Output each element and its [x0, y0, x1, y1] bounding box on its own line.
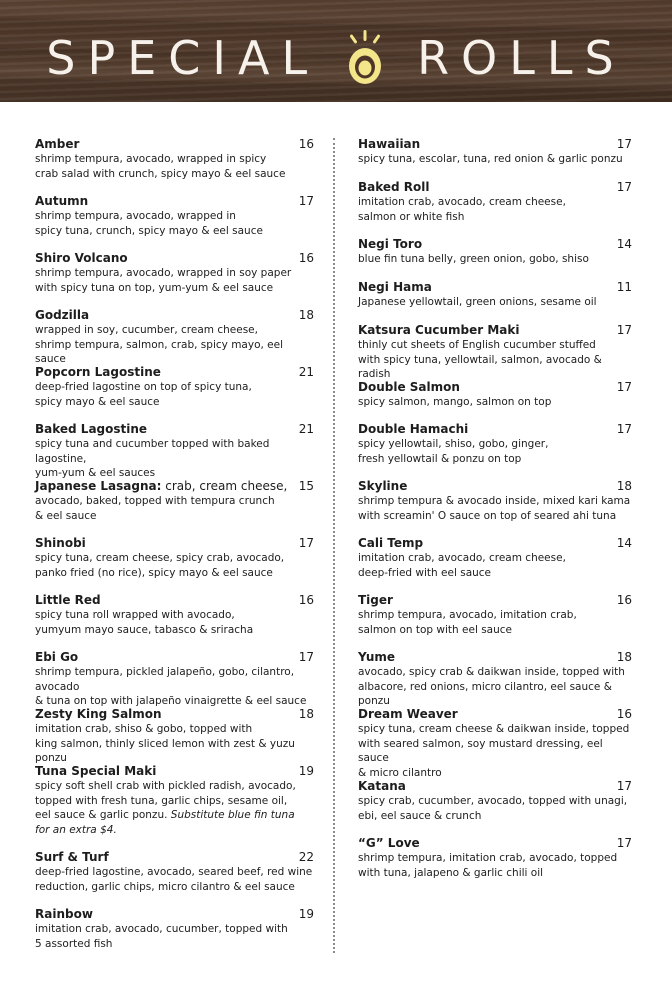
menu-item	[35, 707, 314, 766]
item-description: avocado, spicy crab & daikwan inside, topped with albacore, red onions, micro cilantro, eel sauce & ponzu	[358, 666, 625, 707]
item-description: spicy tuna and cucumber topped with baked lagostine, yum-yum & eel sauces	[35, 438, 270, 479]
item-description: shrimp tempura, avocado, imitation crab, salmon on top with eel sauce	[358, 609, 577, 636]
item-description: Japanese yellowtail, green onions, sesame oil	[358, 296, 597, 308]
item-name: Negi Toro	[358, 237, 423, 251]
menu-item	[35, 137, 314, 181]
menu-item	[358, 280, 632, 310]
menu-item	[358, 380, 632, 410]
item-name: Tuna Special Maki	[35, 764, 157, 778]
item-name: Ebi Go	[35, 650, 79, 664]
menu-item	[35, 308, 314, 367]
item-name: Baked Lagostine	[35, 422, 148, 436]
item-description: imitation crab, avocado, cream cheese, salmon or white fish	[358, 196, 566, 223]
item-description: spicy tuna roll wrapped with avocado, yumyum mayo sauce, tabasco & sriracha	[35, 609, 254, 636]
item-price: 17	[298, 536, 314, 550]
item-description: wrapped in soy, cucumber, cream cheese, shrimp tempura, salmon, crab, spicy mayo, eel sauce	[35, 324, 284, 365]
item-description: deep-fried lagostine on top of spicy tuna, spicy mayo & eel sauce	[35, 381, 252, 408]
item-description: shrimp tempura, avocado, wrapped in soy paper with spicy tuna on top, yum-yum & eel sauce	[35, 267, 292, 294]
menu-item	[358, 479, 632, 523]
item-note: Substitute blue fin tuna	[170, 809, 295, 821]
item-name: Surf & Turf	[35, 850, 109, 864]
item-price: 17	[298, 194, 314, 208]
sushi-roll-icon	[347, 28, 383, 88]
menu-item	[35, 764, 314, 837]
item-description: imitation crab, shiso & gobo, topped with king salmon, thinly sliced lemon with zest & yuzu ponzu	[35, 723, 295, 764]
item-price: 21	[298, 422, 314, 436]
item-name: Amber	[35, 137, 80, 151]
menu-item	[358, 707, 632, 780]
item-description: shrimp tempura, pickled jalapeño, gobo, cilantro, avocado & tuna on top with jalapeño vinaigrette & eel sauce	[35, 666, 307, 707]
item-note: for an extra $4.	[35, 823, 117, 836]
item-price: 16	[298, 251, 314, 265]
item-price: 17	[616, 779, 632, 793]
menu-item	[358, 536, 632, 580]
item-description: imitation crab, avocado, cucumber, topped with 5 assorted fish	[35, 923, 288, 950]
item-name: Rainbow	[35, 907, 93, 921]
item-name: Double Salmon	[358, 380, 460, 394]
item-price: 17	[616, 836, 632, 850]
menu-item	[358, 323, 632, 382]
item-price: 14	[616, 237, 632, 251]
item-name: “G” Love	[358, 836, 420, 850]
item-description: spicy salmon, mango, salmon on top	[358, 396, 552, 408]
wood-header-banner	[0, 0, 672, 102]
item-price: 11	[616, 280, 632, 294]
menu-item	[35, 907, 314, 951]
item-name: Cali Temp	[358, 536, 424, 550]
item-price: 22	[298, 850, 314, 864]
menu-item	[358, 137, 632, 167]
item-description: spicy tuna, cream cheese, spicy crab, avocado, panko fried (no rice), spicy mayo & eel sauce	[35, 552, 285, 579]
item-description: blue fin tuna belly, green onion, gobo, shiso	[358, 253, 589, 265]
item-price: 16	[616, 593, 632, 607]
item-price: 17	[616, 380, 632, 394]
item-description: spicy crab, cucumber, avocado, topped with unagi, ebi, eel sauce & crunch	[358, 795, 628, 822]
item-price: 18	[616, 650, 632, 664]
item-description: imitation crab, avocado, cream cheese, deep-fried with eel sauce	[358, 552, 566, 579]
menu-item	[358, 836, 632, 880]
item-description: shrimp tempura, imitation crab, avocado, topped with tuna, jalapeno & garlic chili oil	[358, 852, 618, 879]
item-name: Negi Hama	[358, 280, 432, 294]
menu-item	[358, 237, 632, 267]
item-description: spicy tuna, cream cheese & daikwan inside, topped with seared salmon, soy mustard dressing, eel sauce & micro cilantro	[358, 723, 630, 779]
item-name: Katana	[358, 779, 406, 793]
menu-item	[358, 779, 632, 823]
item-price: 17	[616, 137, 632, 151]
item-price: 18	[616, 479, 632, 493]
item-description: avocado, baked, topped with tempura crunch & eel sauce	[35, 495, 275, 522]
page-title	[0, 28, 672, 88]
item-price: 14	[616, 536, 632, 550]
item-price: 19	[298, 907, 314, 921]
title-word-special: SPECIAL	[46, 31, 320, 85]
item-price: 17	[298, 650, 314, 664]
item-price: 17	[616, 323, 632, 337]
item-price: 18	[298, 308, 314, 322]
menu-item	[35, 536, 314, 580]
menu-item	[35, 365, 314, 409]
item-price: 17	[616, 422, 632, 436]
menu-item	[35, 251, 314, 295]
menu-item	[358, 650, 632, 709]
item-price: 21	[298, 365, 314, 379]
item-description: thinly cut sheets of English cucumber stuffed with spicy tuna, yellowtail, salmon, avocado & radish	[358, 339, 602, 380]
menu-item	[35, 479, 314, 523]
item-name: Hawaiian	[358, 137, 421, 151]
item-name: Katsura Cucumber Maki	[358, 323, 520, 337]
item-description: shrimp tempura & avocado inside, mixed kari kama with screamin' O sauce on top of seared ahi tuna	[358, 495, 631, 522]
item-price: 18	[298, 707, 314, 721]
item-name: Japanese Lasagna: crab, cream cheese,	[35, 479, 288, 493]
item-name: Autumn	[35, 194, 89, 208]
item-price: 16	[298, 593, 314, 607]
item-description: deep-fried lagostine, avocado, seared beef, red wine reduction, garlic chips, micro cilantro & eel sauce	[35, 866, 313, 893]
item-description: shrimp tempura, avocado, wrapped in spicy tuna, crunch, spicy mayo & eel sauce	[35, 210, 263, 237]
item-name: Godzilla	[35, 308, 90, 322]
menu-item	[35, 650, 314, 709]
title-word-rolls: ROLLS	[417, 31, 626, 85]
menu-item	[35, 194, 314, 238]
item-price: 16	[616, 707, 632, 721]
menu-item	[358, 422, 632, 466]
menu-item	[358, 180, 632, 224]
item-description: spicy tuna, escolar, tuna, red onion & garlic ponzu	[358, 153, 623, 165]
menu-item	[358, 593, 632, 637]
item-price: 17	[616, 180, 632, 194]
item-inline-description: crab, cream cheese,	[161, 479, 288, 493]
item-description: spicy yellowtail, shiso, gobo, ginger, fresh yellowtail & ponzu on top	[358, 438, 549, 465]
item-name: Dream Weaver	[358, 707, 458, 721]
item-name: Skyline	[358, 479, 408, 493]
column-divider	[333, 138, 335, 953]
item-name: Zesty King Salmon	[35, 707, 162, 721]
item-name: Double Hamachi	[358, 422, 469, 436]
item-description: spicy soft shell crab with pickled radish, avocado, topped with fresh tuna, garlic chips, sesame oil, eel sauce & garlic ponzu. Substitute blue fin tuna for an extra $4.	[35, 780, 296, 836]
menu-item	[35, 422, 314, 481]
menu-item	[35, 593, 314, 637]
item-name: Little Red	[35, 593, 101, 607]
item-description: shrimp tempura, avocado, wrapped in spicy crab salad with crunch, spicy mayo & eel sauce	[35, 153, 286, 180]
item-name: Yume	[358, 650, 396, 664]
item-name: Baked Roll	[358, 180, 430, 194]
item-name: Tiger	[358, 593, 393, 607]
item-price: 16	[298, 137, 314, 151]
menu-item	[35, 850, 314, 894]
item-name: Popcorn Lagostine	[35, 365, 161, 379]
item-price: 15	[298, 479, 314, 493]
item-name: Shinobi	[35, 536, 86, 550]
item-name: Shiro Volcano	[35, 251, 128, 265]
item-price: 19	[298, 764, 314, 778]
